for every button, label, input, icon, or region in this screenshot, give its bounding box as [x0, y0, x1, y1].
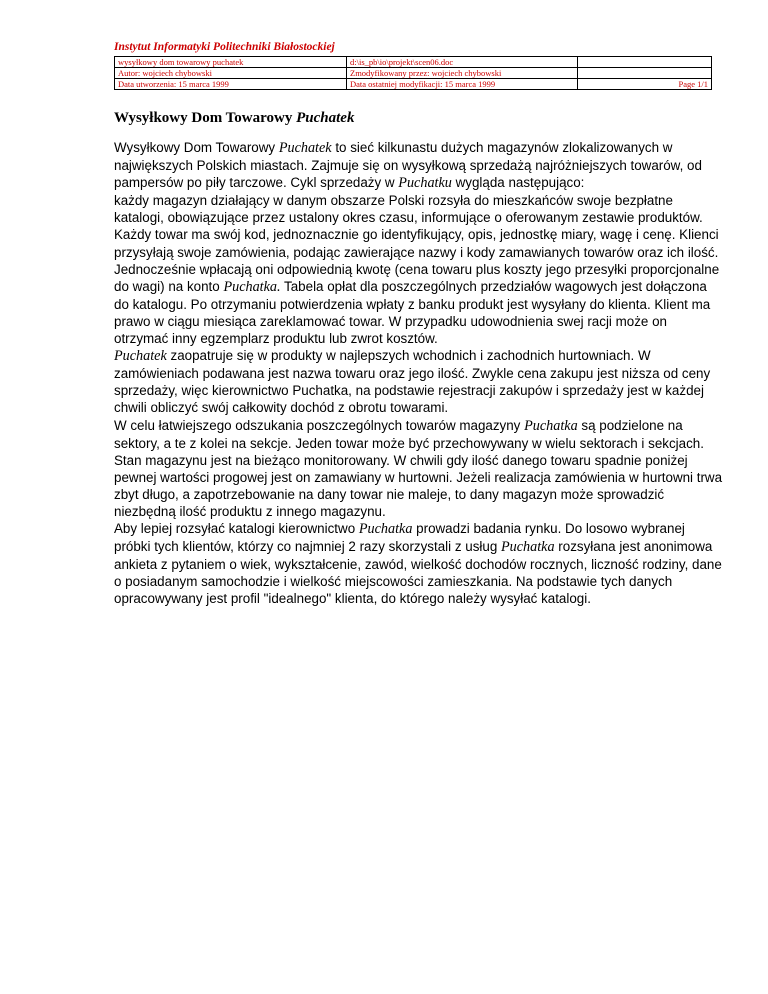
- italic-text-run: Puchatka.: [223, 278, 281, 295]
- document-body: [114, 139, 724, 608]
- italic-text-run: Puchatku: [398, 175, 452, 192]
- document-title: [114, 109, 712, 127]
- body-paragraph: [114, 347, 724, 416]
- header-created-date: Data utworzenia: 15 marca 1999: [115, 79, 347, 90]
- body-paragraph: [114, 192, 724, 347]
- header-empty-cell: [578, 57, 712, 68]
- text-run: Wysyłkowy Dom Towarowy: [114, 140, 279, 155]
- header-modified-by: Zmodyfikowany przez: wojciech chybowski: [347, 68, 578, 79]
- text-run: to sieć kilkunastu dużych magazynów zlokalizowanych w największych Polskich miastach. Zajmuje się on wysyłkową sprzedażą najróżniejszych towarów, od pampersów po piły tarczowe. Cykl sprzedaży w: [114, 140, 702, 191]
- header-page-number: Page 1/1: [578, 79, 712, 90]
- text-run: Tabela opłat dla poszczególnych przedziałów wagowych jest dołączona do katalogu. Po otrzymaniu potwierdzenia wpłaty z banku produkt jest wysyłany do klienta. Klient ma prawo w ciągu miesiąca zareklamować towar. W przypadku udowodnienia swej racji może on otrzymać inny egzemplarz produktu lub zwrot kosztów.: [114, 278, 711, 347]
- text-run: prowadzi badania rynku. Do losowo wybranej próbki tych klientów, którzy co najmniej 2 razy skorzystali z usług: [114, 521, 685, 555]
- text-run: Aby lepiej rozsyłać katalogi kierownictwo: [114, 521, 359, 537]
- header-row: [115, 57, 712, 68]
- header-modified-date: Data ostatniej modyfikacji: 15 marca 1999: [347, 79, 578, 90]
- document-page: [114, 40, 723, 608]
- document-title-italic: Puchatek: [296, 110, 355, 126]
- text-run: rozsyłana jest anonimowa ankieta z pytaniem o wiek, wykształcenie, zawód, wielkość dochodów rocznych, liczność rodziny, dane o posiadanym samochodzie i wielkość miejscowości zamieszkania. Na podstawie tych danych opracowywany jest profil "idealnego" klienta, do którego należy wysyłać katalogi.: [114, 539, 722, 607]
- institute-name: Instytut Informatyki Politechniki Białostockiej: [114, 41, 335, 53]
- italic-text-run: Puchatka: [501, 539, 555, 556]
- document-title-plain: Wysyłkowy Dom Towarowy: [114, 110, 297, 126]
- body-paragraph: [114, 417, 724, 521]
- document-header-table: [114, 56, 712, 90]
- text-run: wygląda następująco:: [451, 175, 585, 191]
- text-run: są podzielone na sektory, a te z kolei na sekcje. Jeden towar może być przechowywany w wielu sektorach i sekcjach. Stan magazynu jest na bieżąco monitorowany. W chwili gdy ilość danego towaru spadnie poniżej pewnej wartości progowej jest on zamawiany w hurtowni. Jeżeli realizacja zamówienia w hurtowni trwa zbyt długo, a zapotrzebowanie na dany towar nie maleje, to dany magazyn może sprowadzić niezbędną ilość produktu z innego magazynu.: [114, 417, 723, 519]
- header-row: [115, 79, 712, 90]
- header-author: Autor: wojciech chybowski: [115, 68, 347, 79]
- body-paragraph: [114, 139, 724, 192]
- italic-text-run: Puchatek: [114, 348, 167, 365]
- body-paragraph: [114, 520, 724, 607]
- text-run: W celu łatwiejszego odszukania poszczególnych towarów magazyny: [114, 417, 525, 433]
- header-empty-cell: [578, 68, 712, 79]
- text-run: każdy magazyn działający w danym obszarze Polski rozsyła do mieszkańców swoje bezpłatne katalogi, obowiązujące przez ustalony okres czasu, informujące o oferowanym zestawie produktów. Każdy towar ma swój kod, jednoznacznie go identyfikujący, opis, jednostkę miary, wagę i cenę. Klienci przysyłają swoje zamówienia, podając zawierające nazwy i kody zamawianych towarów oraz ich ilość. Jednocześnie wpłacają oni odpowiednią kwotę (cena towaru plus koszty jego przesyłki proporcjonalne do wagi) na konto: [114, 193, 720, 294]
- italic-text-run: Puchatka: [524, 417, 578, 434]
- header-file-name: wysyłkowy dom towarowy puchatek: [115, 57, 347, 68]
- header-row: [115, 68, 712, 79]
- text-run: zaopatruje się w produkty w najlepszych wchodnich i zachodnich hurtowniach. W zamówieniach podawana jest nazwa towaru oraz jego ilość. Zwykle cena zakupu jest niższa od ceny sprzedaży, więc kierownictwo Puchatka, na podstawie rejestracji zakupów i sprzedaży jest w każdej chwili obliczyć swój całkowity dochód z obrotu towarami.: [114, 348, 711, 416]
- italic-text-run: Puchatka: [358, 521, 413, 538]
- italic-text-run: Puchatek: [278, 140, 332, 156]
- header-file-path: d:\is_pb\io\projekt\scen06.doc: [347, 57, 578, 68]
